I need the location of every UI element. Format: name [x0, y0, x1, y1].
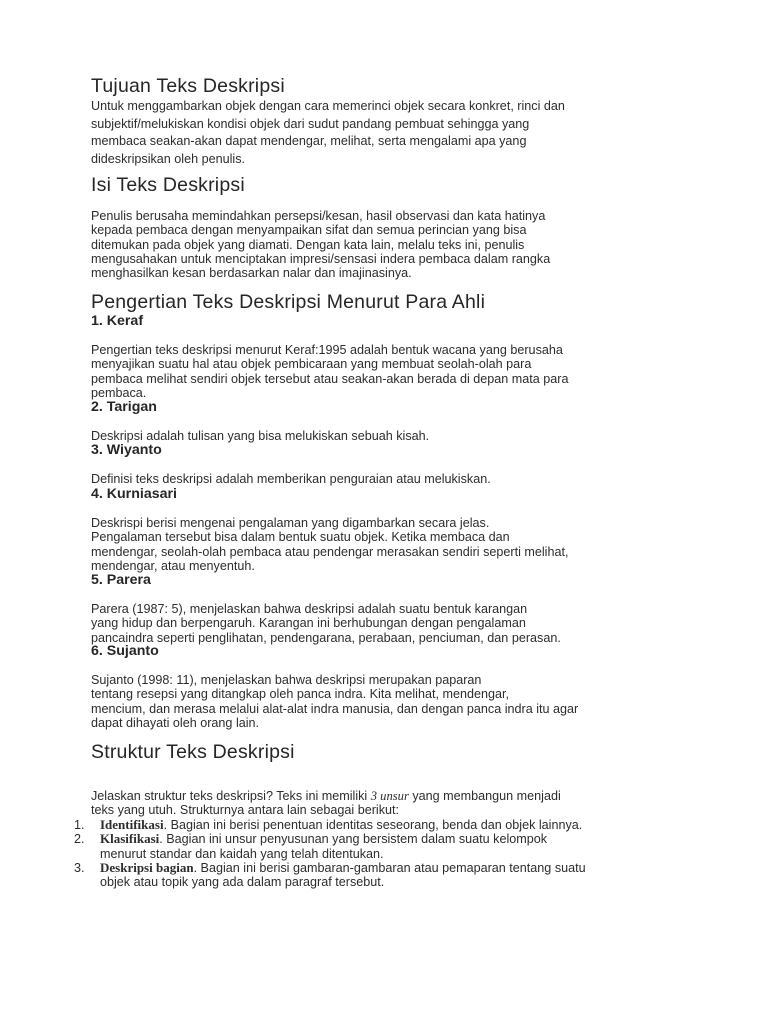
list-line [100, 832, 586, 846]
list-term: Deskripsi bagian [100, 859, 194, 875]
paragraph-tujuan [91, 98, 565, 168]
paragraph-line: Untuk menggambarkan objek dengan cara memerinci objek secara konkret, rinci dan [91, 99, 565, 113]
list-line [100, 818, 586, 832]
expert-paragraph-parera [91, 602, 561, 645]
paragraph-line: Sujanto (1998: 11), menjelaskan bahwa deskripsi merupakan paparan [91, 673, 482, 687]
expert-heading-kurniasari: 4. Kurniasari [91, 486, 177, 502]
paragraph-line: yang hidup dan berpengaruh. Karangan ini berhubungan dengan pengalaman [91, 616, 526, 631]
expert-heading-parera: 5. Parera [91, 572, 151, 588]
paragraph-struktur-intro [91, 789, 561, 818]
heading-tujuan: Tujuan Teks Deskripsi [91, 75, 285, 97]
paragraph-line: menyajikan suatu hal atau objek pembicaraan yang membuat seolah-olah para [91, 357, 532, 372]
paragraph-line: membaca seakan-akan dapat mendengar, melihat, serta mengalami apa yang [91, 134, 527, 148]
list-number: 1. [74, 818, 85, 832]
list-line: menurut standar dan kaidah yang telah ditentukan. [100, 846, 384, 861]
expert-heading-wiyanto: 3. Wiyanto [91, 442, 162, 458]
paragraph-line: subjektif/melukiskan kondisi objek dari sudut pandang pembuat sehingga yang [91, 116, 530, 131]
list-text: . Bagian ini berisi gambaran-gambaran atau pemaparan tentang suatu [193, 860, 586, 875]
intro-text: Jelaskan struktur teks deskripsi? Teks ini memiliki [91, 789, 371, 803]
paragraph-line: dapat dihayati oleh orang lain. [91, 715, 260, 730]
paragraph-line: Deskrispi berisi mengenai pengalaman yang digambarkan secara jelas. [91, 516, 490, 530]
list-text: . Bagian ini unsur penyusunan yang bersistem dalam suatu kelompok [159, 832, 548, 847]
paragraph-line: tentang resepsi yang ditangkap oleh panca indra. Kita melihat, mendengar, [91, 687, 509, 702]
expert-paragraph-sujanto [91, 673, 578, 730]
intro-text: yang membangun menjadi [408, 789, 561, 803]
list-item [74, 861, 586, 890]
intro-emphasis: 3 unsur [370, 789, 409, 803]
structure-list [74, 818, 586, 889]
paragraph-line: teks yang utuh. Strukturnya antara lain sebagai berikut: [91, 803, 400, 818]
heading-isi: Isi Teks Deskripsi [91, 174, 245, 196]
expert-heading-tarigan: 2. Tarigan [91, 399, 157, 415]
list-term: Identifikasi [100, 817, 164, 832]
list-term: Klasifikasi [100, 831, 160, 847]
paragraph-line: Pengalaman tersebut bisa dalam bentuk suatu objek. Ketika membaca dan [91, 530, 510, 545]
list-line: objek atau topik yang ada dalam paragraf tersebut. [100, 875, 385, 890]
paragraph-line: Pengertian teks deskripsi menurut Keraf:1995 adalah bentuk wacana yang berusaha [91, 343, 563, 357]
paragraph-line: Penulis berusaha memindahkan persepsi/kesan, hasil observasi dan kata hatinya [91, 209, 546, 223]
list-number: 3. [74, 860, 85, 875]
paragraph-line: menghasilkan kesan berdasarkan nalar dan imajinasinya. [91, 266, 412, 281]
paragraph-line: Definisi teks deskripsi adalah memberikan penguraian atau melukiskan. [91, 472, 491, 486]
paragraph-line: pembaca. [91, 385, 147, 400]
paragraph-line: dideskripsikan oleh penulis. [91, 151, 246, 166]
paragraph-line: mengusahakan untuk menciptakan impresi/sensasi indera pembaca dalam rangka [91, 251, 551, 266]
paragraph-line: mendengar, atau menyentuh. [91, 558, 255, 573]
paragraph-line: pancaindra seperti penglihatan, pendengarana, perabaan, penciuman, dan perasan. [91, 630, 561, 645]
paragraph-line: Parera (1987: 5), menjelaskan bahwa deskripsi adalah suatu bentuk karangan [91, 602, 528, 616]
heading-struktur: Struktur Teks Deskripsi [91, 741, 295, 763]
list-text: . Bagian ini berisi penentuan identitas seseorang, benda dan objek lainnya. [163, 818, 583, 832]
expert-paragraph-wiyanto [91, 472, 491, 486]
heading-pengertian: Pengertian Teks Deskripsi Menurut Para Ahli [91, 291, 486, 313]
list-item [74, 818, 586, 832]
paragraph-line [91, 789, 561, 803]
list-line [100, 861, 586, 875]
list-number: 2. [74, 832, 85, 847]
paragraph-line: pembaca melihat sendiri objek tersebut atau seakan-akan berada di depan mata para [91, 371, 569, 386]
paragraph-line: kepada pembaca dengan menyampaikan sifat dan semua perincian yang bisa [91, 223, 527, 238]
paragraph-line: Deskripsi adalah tulisan yang bisa melukiskan sebuah kisah. [91, 429, 430, 443]
expert-heading-sujanto: 6. Sujanto [91, 643, 159, 659]
expert-heading-keraf: 1. Keraf [91, 313, 144, 329]
list-item [74, 832, 586, 861]
paragraph-isi [91, 209, 550, 280]
expert-paragraph-kurniasari [91, 516, 568, 573]
paragraph-line: mencium, dan merasa melalui alat-alat indra manusia, dan dengan panca indra itu agar [91, 701, 579, 716]
paragraph-line: mendengar, seolah-olah pembaca atau pendengar merasakan sendiri seperti melihat, [91, 544, 569, 559]
paragraph-line: ditemukan pada objek yang diamati. Dengan kata lain, melalu teks ini, penulis [91, 237, 525, 252]
expert-paragraph-keraf [91, 343, 568, 400]
